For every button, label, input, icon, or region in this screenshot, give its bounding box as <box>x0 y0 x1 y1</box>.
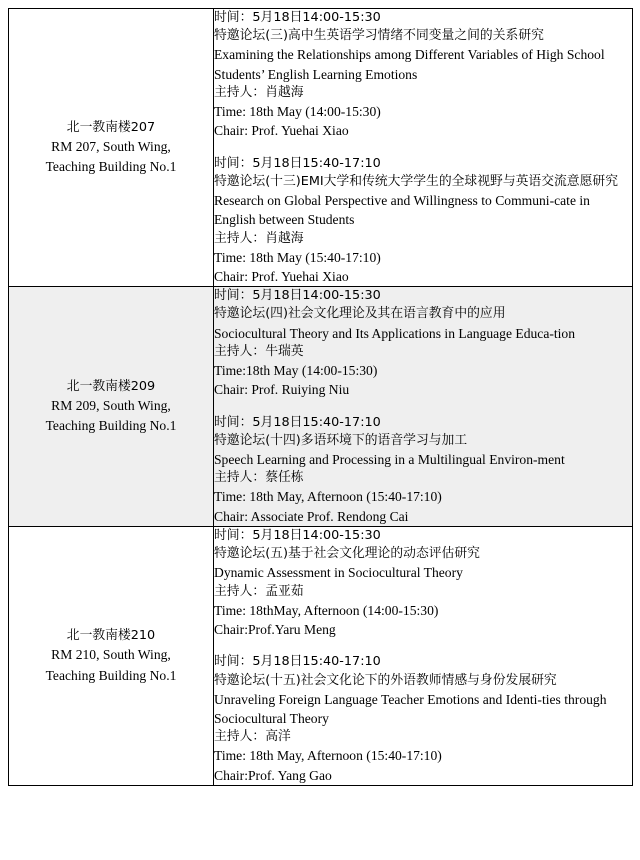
session-entry <box>214 414 632 526</box>
session-chair-en: Chair: Prof. Ruiying Niu <box>214 382 350 398</box>
table-row <box>9 287 633 527</box>
session-time-cn: 时间：5月18日14:00-15:30 <box>214 528 381 544</box>
table-row <box>9 9 633 287</box>
document-page <box>0 8 640 860</box>
session-chair-en: Chair: Prof. Yuehai Xiao <box>214 123 349 139</box>
schedule-table-body <box>9 9 633 786</box>
session-title-en: Unraveling Foreign Language Teacher Emotions and Identi-ties through Sociocultural Theory <box>214 691 607 726</box>
session-title-en: Sociocultural Theory and Its Applications in Language Educa-tion <box>214 325 576 341</box>
session-time-en: Time: 18thMay, Afternoon (14:00-15:30) <box>214 602 439 618</box>
room-name-cn: 北一教南楼210 <box>66 628 156 644</box>
session-title-en: Speech Learning and Processing in a Multilingual Environ-ment <box>214 451 565 467</box>
session-time-cn: 时间：5月18日15:40-17:10 <box>214 414 381 430</box>
session-title-cn: 特邀论坛(五)基于社会文化理论的动态评估研究 <box>214 546 480 562</box>
room-name-en-line1: RM 207, South Wing, <box>51 138 171 154</box>
session-time-cn: 时间：5月18日14:00-15:30 <box>214 288 381 304</box>
session-chair-en: Chair:Prof.Yaru Meng <box>214 622 336 638</box>
session-entry <box>214 9 632 141</box>
room-name-en-line2: Teaching Building No.1 <box>45 667 177 683</box>
room-name-cn: 北一教南楼207 <box>66 119 156 135</box>
session-chair-cn: 主持人：高洋 <box>214 729 291 745</box>
room-name-en-line1: RM 209, South Wing, <box>51 397 171 413</box>
session-chair-en: Chair: Prof. Yuehai Xiao <box>214 269 349 285</box>
session-time-en: Time: 18th May (14:00-15:30) <box>214 104 381 120</box>
room-name-cn: 北一教南楼209 <box>66 378 156 394</box>
session-title-cn: 特邀论坛(三)高中生英语学习情绪不同变量之间的关系研究 <box>214 28 544 44</box>
room-name-en-line2: Teaching Building No.1 <box>45 418 177 434</box>
session-title-cn: 特邀论坛(十三)EMI大学和传统大学学生的全球视野与英语交流意愿研究 <box>214 173 618 189</box>
session-title-en: Examining the Relationships among Different Variables of High School Students’ English Learning Emotions <box>214 47 605 82</box>
session-title-en: Dynamic Assessment in Sociocultural Theory <box>214 565 463 581</box>
session-chair-en: Chair: Associate Prof. Rendong Cai <box>214 508 409 524</box>
table-row <box>9 527 633 786</box>
room-cell <box>9 527 214 786</box>
session-title-cn: 特邀论坛(十五)社会文化论下的外语教师情感与身份发展研究 <box>214 672 557 688</box>
session-title-cn: 特邀论坛(四)社会文化理论及其在语言教育中的应用 <box>214 306 506 322</box>
session-chair-cn: 主持人：蔡任栋 <box>214 470 304 486</box>
session-entry <box>214 155 632 287</box>
session-title-cn: 特邀论坛(十四)多语环境下的语音学习与加工 <box>214 432 468 448</box>
session-time-en: Time: 18th May (15:40-17:10) <box>214 249 381 265</box>
session-chair-cn: 主持人：肖越海 <box>214 230 304 246</box>
session-title-en: Research on Global Perspective and Willingness to Communi-cate in English between Students <box>214 192 590 228</box>
schedule-table <box>8 8 633 786</box>
room-cell <box>9 287 214 527</box>
session-chair-cn: 主持人：肖越海 <box>214 84 304 100</box>
session-chair-en: Chair:Prof. Yang Gao <box>214 767 332 783</box>
room-name-en-line1: RM 210, South Wing, <box>51 647 171 663</box>
session-time-cn: 时间：5月18日15:40-17:10 <box>214 654 381 670</box>
room-cell <box>9 9 214 287</box>
session-time-en: Time: 18th May, Afternoon (15:40-17:10) <box>214 489 442 505</box>
sessions-cell <box>214 527 633 786</box>
session-entry <box>214 527 632 639</box>
sessions-cell <box>214 9 633 287</box>
session-time-cn: 时间：5月18日14:00-15:30 <box>214 10 381 25</box>
session-entry <box>214 287 632 399</box>
sessions-cell <box>214 287 633 527</box>
session-time-en: Time:18th May (14:00-15:30) <box>214 363 378 379</box>
session-time-cn: 时间：5月18日15:40-17:10 <box>214 155 381 171</box>
session-chair-cn: 主持人：孟亚茹 <box>214 583 304 599</box>
session-chair-cn: 主持人：牛瑞英 <box>214 343 304 359</box>
room-name-en-line2: Teaching Building No.1 <box>45 159 177 175</box>
session-time-en: Time: 18th May, Afternoon (15:40-17:10) <box>214 748 442 764</box>
session-entry <box>214 653 632 785</box>
